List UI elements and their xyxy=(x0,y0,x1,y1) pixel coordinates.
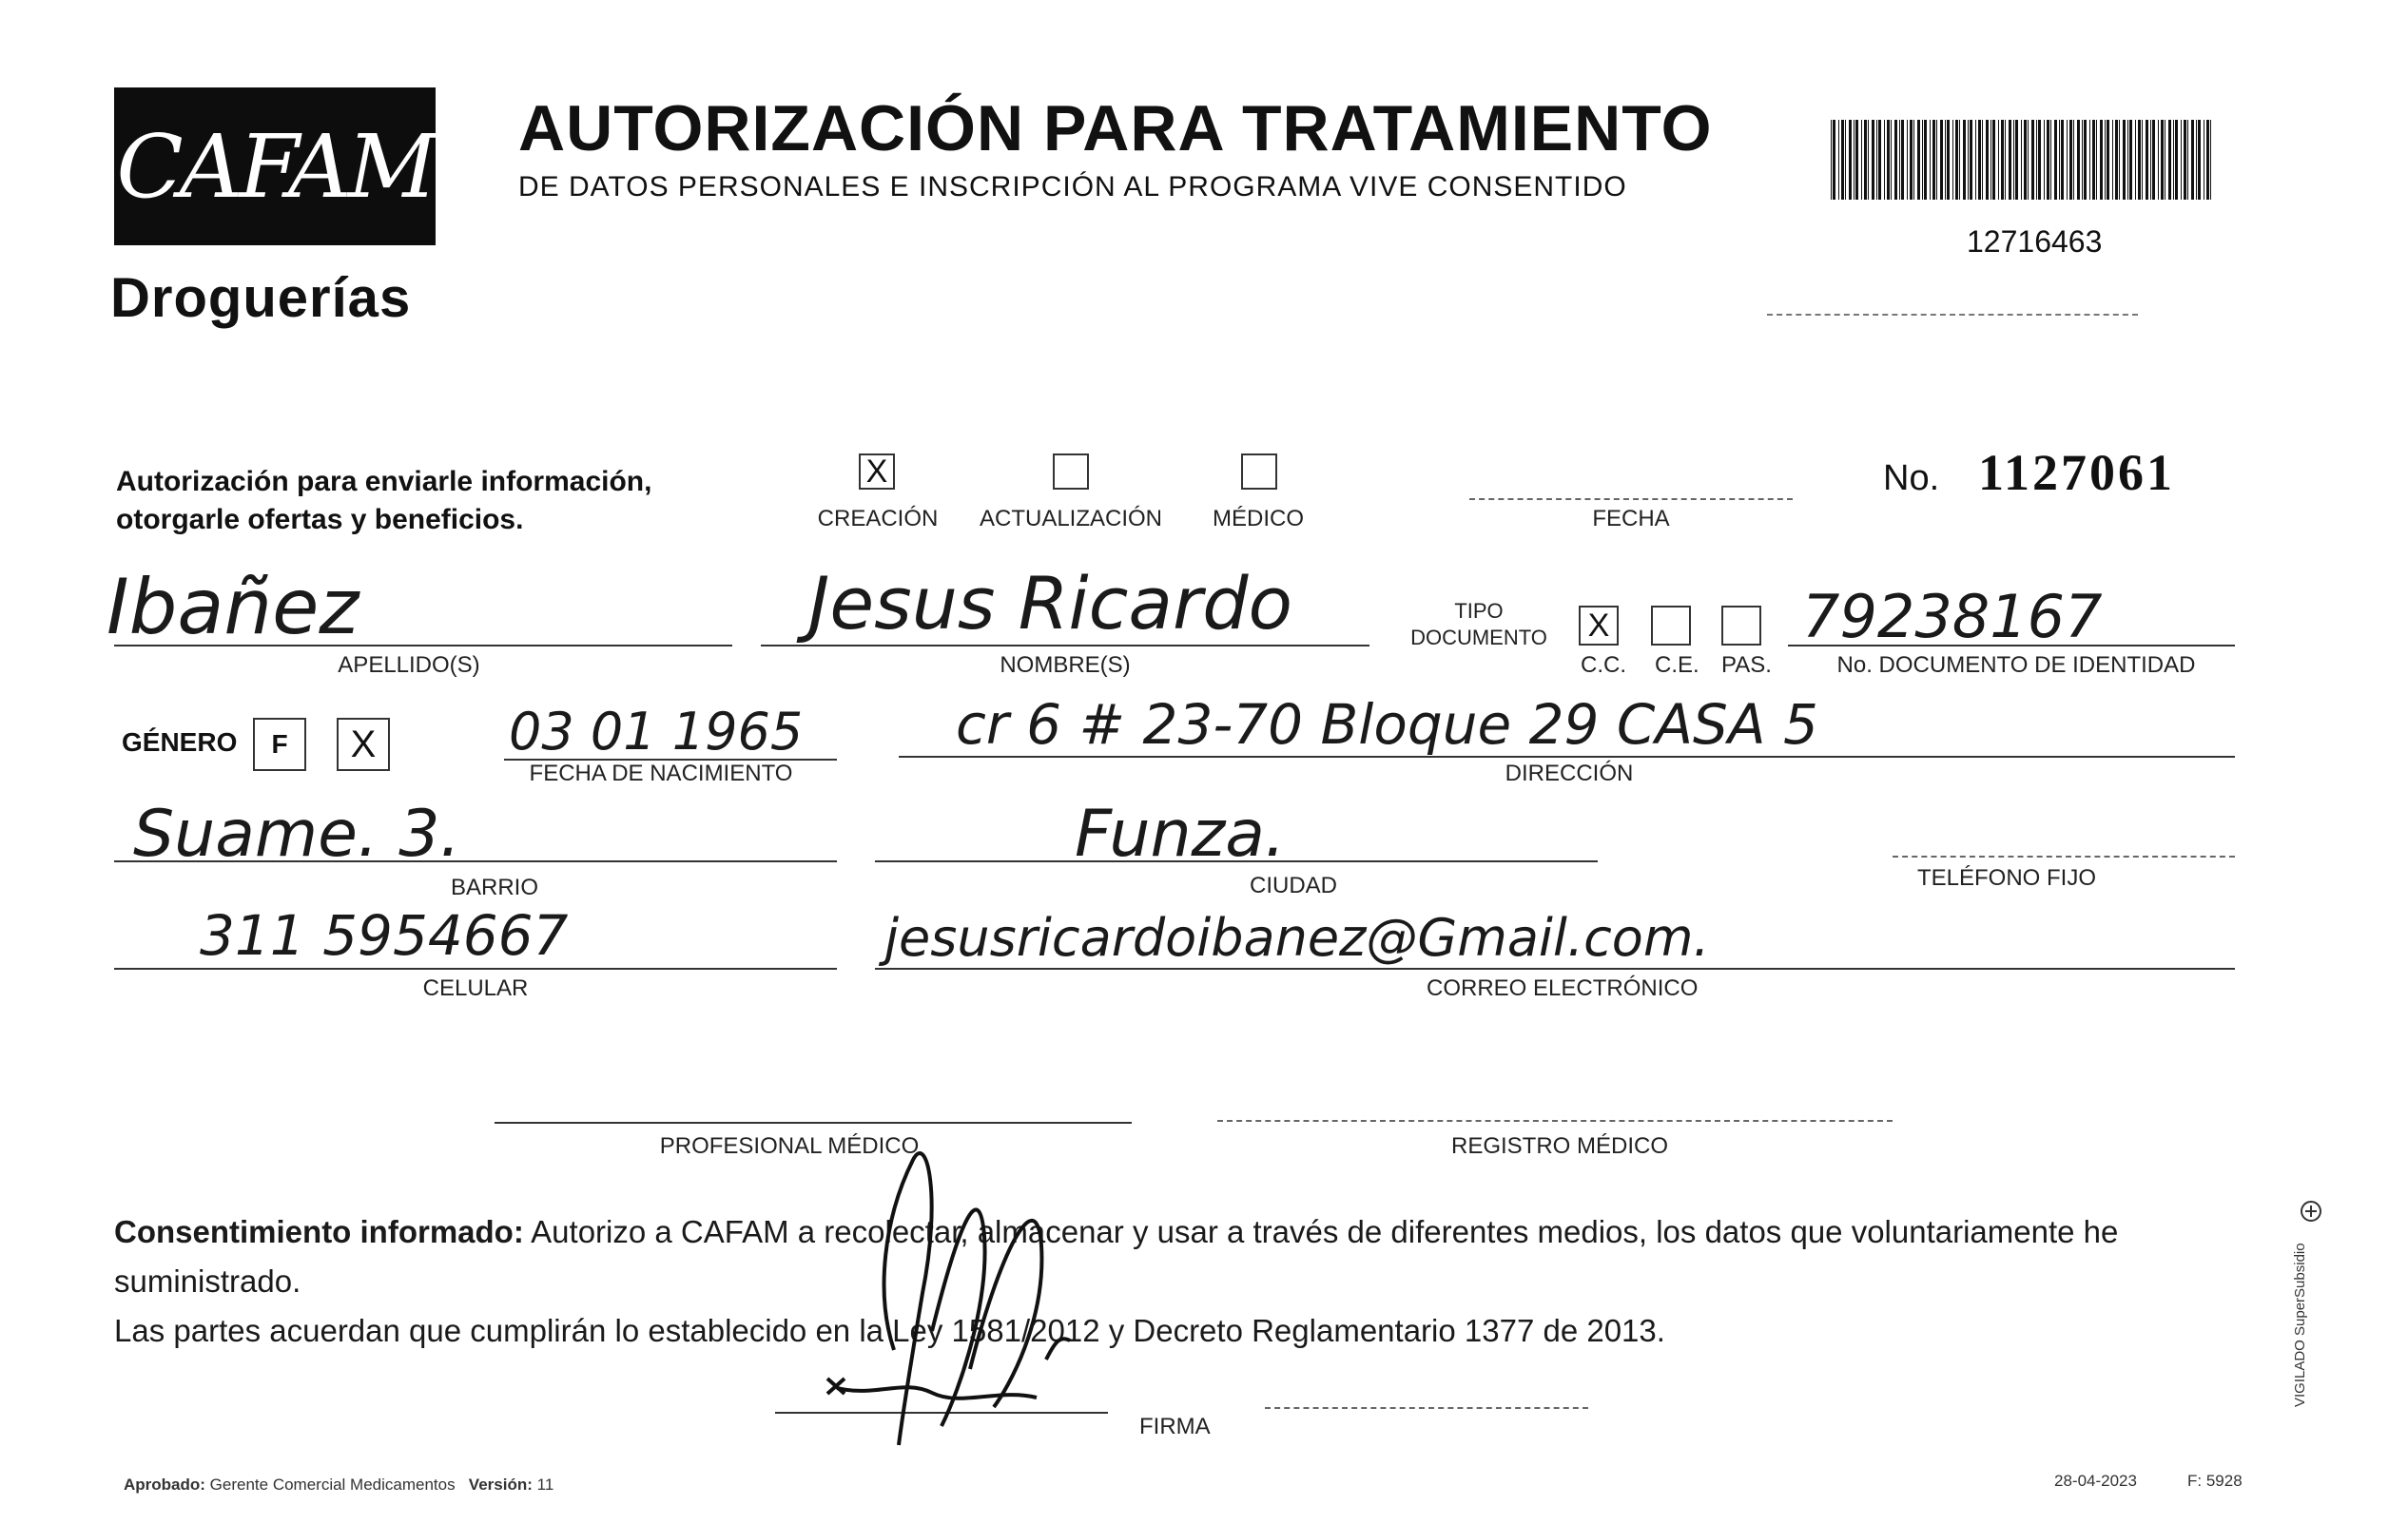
barcode-bar xyxy=(1940,120,1943,200)
barcode-bar xyxy=(2024,120,2027,200)
barrio-value: Suame. 3. xyxy=(133,797,461,872)
barcode-bar xyxy=(2028,120,2029,200)
barcode-bar xyxy=(1868,120,1869,200)
documento-value: 79238167 xyxy=(1802,582,2103,651)
aprobado-label: Aprobado: xyxy=(124,1476,205,1494)
nombre-value: Jesus Ricardo xyxy=(808,561,1292,646)
barcode-bar xyxy=(1963,120,1966,200)
barcode-bar xyxy=(2082,120,2083,200)
barcode-bar xyxy=(2001,120,2004,200)
ce-label: C.E. xyxy=(1655,652,1699,678)
ciudad-label: CIUDAD xyxy=(1249,873,1337,898)
barcode-bar xyxy=(2119,120,2120,200)
barcode-bar xyxy=(1978,120,1981,200)
form-number: 1127061 xyxy=(1978,444,2176,501)
fecha-nacimiento-value: 03 01 1965 xyxy=(509,702,804,762)
barcode-bar xyxy=(2015,120,2018,200)
correo-value: jesusricardoibanez@Gmail.com. xyxy=(884,908,1710,968)
firma-field-right xyxy=(1265,1407,1588,1409)
aprobado-value: Gerente Comercial Medicamentos xyxy=(209,1476,456,1494)
barcode-bar xyxy=(1831,120,1832,200)
version-label: Versión: xyxy=(468,1476,533,1494)
m-mark: X xyxy=(350,723,377,765)
barcode-bar xyxy=(1841,120,1844,200)
genero-f-checkbox[interactable] xyxy=(253,718,306,771)
barcode-bar xyxy=(1913,120,1914,200)
barcode-bar xyxy=(2096,120,2097,200)
barcode-bar xyxy=(2187,120,2188,200)
barcode-bar xyxy=(2158,120,2159,200)
creacion-mark: X xyxy=(865,453,888,490)
barcode-bar xyxy=(1891,120,1892,200)
barcode-bar xyxy=(2084,120,2087,200)
profesional-label: PROFESIONAL MÉDICO xyxy=(659,1133,920,1159)
barcode-bar xyxy=(2181,120,2182,200)
telefono-field[interactable] xyxy=(1893,856,2235,858)
barcode-bar xyxy=(2036,120,2037,200)
documento-label: DOCUMENTO xyxy=(1410,626,1547,649)
barcode-bar xyxy=(1990,120,1991,200)
correo-field[interactable] xyxy=(875,968,2235,970)
barcode-bar xyxy=(1955,120,1958,200)
form-number-label: No. xyxy=(1883,458,1940,498)
barcode-bar xyxy=(2138,120,2141,200)
barcode-bar xyxy=(1975,120,1976,200)
barcode-bar xyxy=(1992,120,1995,200)
barcode-bar xyxy=(2092,120,2095,200)
signature-icon xyxy=(818,1103,1141,1464)
cc-label: C.C. xyxy=(1581,652,1626,678)
brand-subtitle: Droguerías xyxy=(110,267,412,329)
barcode-bar xyxy=(1838,120,1839,200)
registro-label: REGISTRO MÉDICO xyxy=(1450,1133,1668,1159)
barcode-bar xyxy=(2005,120,2006,200)
consent-line-1 xyxy=(114,1207,2263,1306)
barcode-bar xyxy=(1907,120,1908,200)
authorization-heading xyxy=(116,463,651,539)
barcode-bar xyxy=(2031,120,2034,200)
barcode-bar xyxy=(2127,120,2128,200)
barcode-bar xyxy=(2184,120,2186,200)
barcode-bar xyxy=(2107,120,2109,200)
nombre-label: NOMBRE(S) xyxy=(1000,652,1131,678)
f-label: F xyxy=(271,729,288,759)
barcode-bar xyxy=(2142,120,2143,200)
genero-m-checkbox[interactable] xyxy=(337,718,390,771)
ciudad-field[interactable] xyxy=(875,860,1598,862)
firma-label: FIRMA xyxy=(1139,1414,1211,1439)
barcode-bar xyxy=(2123,120,2126,200)
barcode-bar xyxy=(1945,120,1946,200)
barcode-bar xyxy=(2198,120,2201,200)
supersubsidio-icon xyxy=(2300,1200,2322,1223)
barcode-bar xyxy=(2105,120,2106,200)
barcode-bar xyxy=(1936,120,1937,200)
barcode-bar xyxy=(2009,120,2011,200)
barcode-bar xyxy=(2054,120,2057,200)
barcode-bar xyxy=(2050,120,2051,200)
documento-field[interactable] xyxy=(1788,645,2235,646)
barcode-bar xyxy=(2061,120,2064,200)
fecha-label: FECHA xyxy=(1592,506,1670,531)
barcode-bar xyxy=(2059,120,2060,200)
barcode-bar xyxy=(1864,120,1867,200)
footer-approved xyxy=(124,1476,553,1495)
cc-checkbox[interactable] xyxy=(1579,606,1619,646)
barcode-bar xyxy=(1878,120,1881,200)
consent-line-2: Las partes acuerdan que cumplirán lo establecido en la Ley 1581/2012 y Decreto Reglamentario 1377 de 2013. xyxy=(114,1313,1665,1348)
barcode-bar xyxy=(1833,120,1835,200)
barcode-bar xyxy=(2013,120,2014,200)
fecha-nacimiento-label: FECHA DE NACIMIENTO xyxy=(529,761,793,786)
barcode-bar xyxy=(2112,120,2113,200)
barcode-bar xyxy=(2196,120,2197,200)
fecha-field[interactable] xyxy=(1469,498,1793,500)
barcode-bar xyxy=(2047,120,2049,200)
barcode-bar xyxy=(2129,120,2132,200)
documento-number-label: No. DOCUMENTO DE IDENTIDAD xyxy=(1836,652,2196,678)
footer-date: 28-04-2023 xyxy=(2054,1472,2137,1490)
ce-checkbox[interactable] xyxy=(1651,606,1691,646)
barcode-bar xyxy=(2206,120,2209,200)
barcode-bar xyxy=(1968,120,1969,200)
nombre-field[interactable] xyxy=(761,645,1369,646)
barcode-bar xyxy=(2146,120,2148,200)
barcode-bar xyxy=(2135,120,2136,200)
barcode-bar xyxy=(2021,120,2022,200)
cc-mark: X xyxy=(1587,607,1610,644)
registro-field[interactable] xyxy=(1217,1120,1893,1122)
barcode-bar xyxy=(1876,120,1877,200)
barcode-bar xyxy=(1894,120,1897,200)
version-value: 11 xyxy=(536,1476,554,1494)
consent-paragraph xyxy=(114,1207,2263,1356)
barcode-bar xyxy=(1970,120,1972,200)
barrio-label: BARRIO xyxy=(450,875,538,900)
barcode-bar xyxy=(2152,120,2155,200)
barcode-bar xyxy=(1922,120,1923,200)
logo-text: CAFAM xyxy=(116,115,434,218)
direccion-field[interactable] xyxy=(899,756,2235,758)
barcode-bar xyxy=(2069,120,2072,200)
barcode-bar xyxy=(1930,120,1931,200)
barcode-bar xyxy=(1947,120,1950,200)
barcode-bar xyxy=(1917,120,1920,200)
vigilado-text: VIGILADO SuperSubsidio xyxy=(2292,1243,2308,1407)
direccion-value: cr 6 # 23-70 Bloque 29 CASA 5 xyxy=(956,692,1818,757)
barcode-bar xyxy=(2173,120,2174,200)
cafam-logo xyxy=(114,87,436,245)
barcode-bar xyxy=(2115,120,2118,200)
telefono-label: TELÉFONO FIJO xyxy=(1916,865,2096,891)
footer-code: F: 5928 xyxy=(2187,1472,2243,1490)
barcode-bar xyxy=(1998,120,1999,200)
medico-checkbox[interactable] xyxy=(1241,453,1277,490)
barcode-bar xyxy=(1845,120,1846,200)
barcode-bar xyxy=(2161,120,2164,200)
barcode-bar xyxy=(2210,120,2211,200)
apellido-field[interactable] xyxy=(114,645,732,646)
barcode-bar xyxy=(2150,120,2151,200)
consent-heading: Consentimiento informado: xyxy=(114,1214,524,1249)
barcode-bar xyxy=(1899,120,1900,200)
celular-value: 311 5954667 xyxy=(200,903,569,968)
pas-checkbox[interactable] xyxy=(1721,606,1761,646)
barcode-bar xyxy=(1901,120,1904,200)
barcode-bar xyxy=(1952,120,1953,200)
barrio-field[interactable] xyxy=(114,860,837,862)
barcode-bar xyxy=(1924,120,1927,200)
direccion-label: DIRECCIÓN xyxy=(1505,761,1634,786)
divider xyxy=(1767,314,2138,316)
apellido-value: Ibañez xyxy=(107,563,359,651)
celular-field[interactable] xyxy=(114,968,837,970)
barcode-bar xyxy=(1910,120,1913,200)
medico-label: MÉDICO xyxy=(1213,506,1304,531)
barcode-icon xyxy=(1831,120,2216,200)
barcode-bar xyxy=(2100,120,2103,200)
barcode-bar xyxy=(2168,120,2171,200)
barcode-bar xyxy=(1959,120,1960,200)
tipo-label: TIPO xyxy=(1454,599,1504,623)
actualizacion-label: ACTUALIZACIÓN xyxy=(979,506,1163,531)
barcode-bar xyxy=(2191,120,2194,200)
barcode-bar xyxy=(2175,120,2178,200)
barcode-bar xyxy=(1855,120,1858,200)
barcode-bar xyxy=(1872,120,1874,200)
auth-line-1: Autorización para enviarle información, xyxy=(116,466,652,497)
genero-label: GÉNERO xyxy=(122,727,238,757)
barcode-bar xyxy=(2044,120,2045,200)
creacion-checkbox[interactable] xyxy=(859,453,895,490)
ciudad-value: Funza. xyxy=(1075,797,1286,872)
barcode-bar xyxy=(1887,120,1890,200)
barcode-bar xyxy=(2038,120,2041,200)
apellido-label: APELLIDO(S) xyxy=(338,652,480,678)
barcode-bar xyxy=(1982,120,1983,200)
barcode-bar xyxy=(2073,120,2074,200)
auth-line-2: otorgarle ofertas y beneficios. xyxy=(116,504,524,535)
barcode-bar xyxy=(2067,120,2068,200)
actualizacion-checkbox[interactable] xyxy=(1053,453,1089,490)
barcode-bar xyxy=(1932,120,1935,200)
barcode-number: 12716463 xyxy=(1967,224,2103,259)
correo-label: CORREO ELECTRÓNICO xyxy=(1427,975,1699,1001)
barcode-bar xyxy=(1854,120,1855,200)
celular-label: CELULAR xyxy=(422,975,529,1001)
form-title: AUTORIZACIÓN PARA TRATAMIENTO xyxy=(518,92,1713,164)
creacion-label: CREACIÓN xyxy=(817,506,939,531)
consent-text-1: Autorizo a CAFAM a recolectar, almacenar y usar a través de diferentes medios, los datos que voluntariamente he suministrado. xyxy=(114,1214,2119,1299)
barcode-bar xyxy=(1861,120,1862,200)
barcode-bar xyxy=(1986,120,1989,200)
form-subtitle: DE DATOS PERSONALES E INSCRIPCIÓN AL PROGRAMA VIVE CONSENTIDO xyxy=(518,171,1627,203)
barcode-bar xyxy=(2089,120,2090,200)
pas-label: PAS. xyxy=(1721,652,1772,678)
barcode-bar xyxy=(2077,120,2080,200)
barcode-bar xyxy=(1849,120,1852,200)
barcode-bar xyxy=(1884,120,1885,200)
